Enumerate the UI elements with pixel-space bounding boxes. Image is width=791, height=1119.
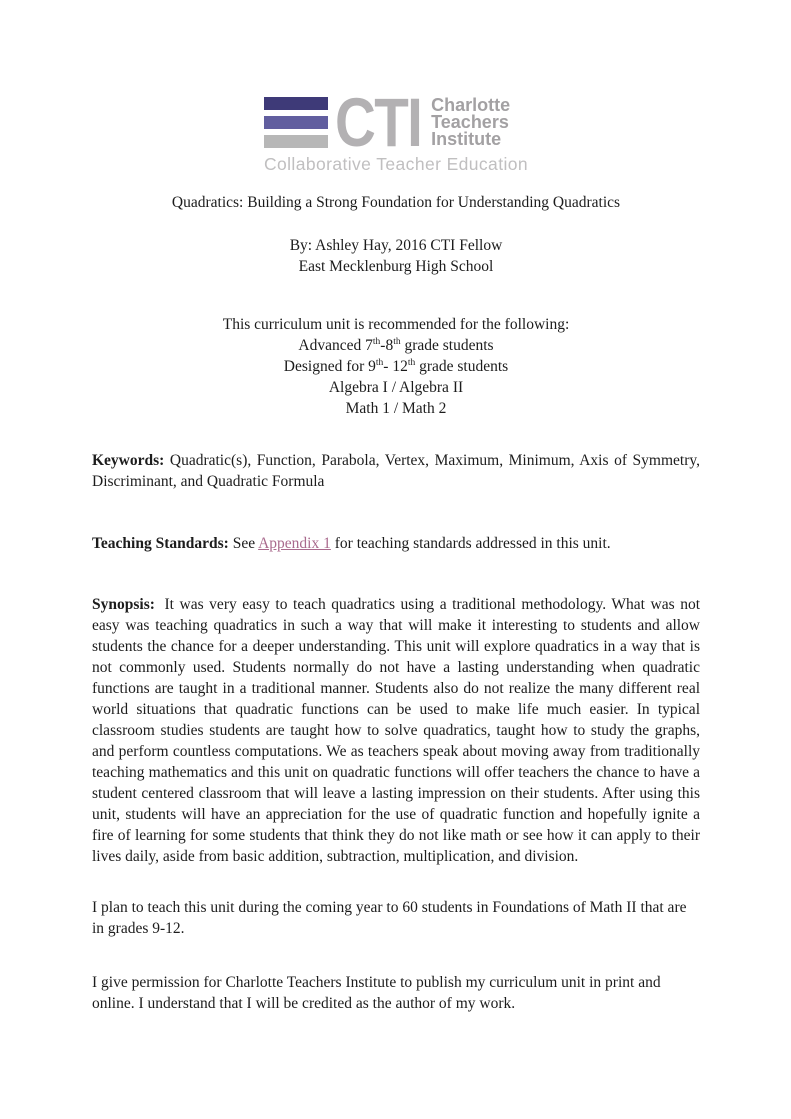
logo-bar-purple <box>264 116 328 129</box>
logo-bar-dark <box>264 97 328 110</box>
byline-block <box>92 235 700 277</box>
author-line: By: Ashley Hay, 2016 CTI Fellow <box>289 237 503 254</box>
grade-text: - 12 <box>383 358 408 375</box>
recommended-intro: This curriculum unit is recommended for the following: <box>222 316 570 333</box>
ordinal-superscript: th <box>375 358 384 368</box>
synopsis-text: It was very easy to teach quadratics using a traditional methodology. What was not easy was teaching quadratics in such a way that will make it interesting to students and allow students the chance for a deeper understanding. This unit will explore quadratics in a way that is not commonly used. Students normally do not have a lasting understanding when quadratic functions are taught in a traditional manner. Students also do not realize the many different real world situations that quadratic functions can be used to make life much easier. In typical classroom studies students are taught how to solve quadratics, taught how to study the graphs, and perform countless computations. We as teachers speak about moving away from traditionally teaching mathematics and this unit on quadratic functions will offer teachers the chance to have a student centered classroom that will leave a lasting impression on their students. After using this unit, students will have an appreciation for the use of quadratic function and hopefully ignite a fire of learning for some students that think they do not like math or see how it can apply to their lives daily, aside from basic addition, subtraction, multiplication, and division. <box>92 596 700 865</box>
cti-logo-row <box>264 84 528 161</box>
ordinal-superscript: th <box>372 337 381 347</box>
grade-text: Advanced 7 <box>298 337 373 354</box>
grade-text: grade students <box>415 358 509 375</box>
school-line: East Mecklenburg High School <box>298 258 494 275</box>
logo-name-line: Teachers <box>431 112 509 132</box>
synopsis-label: Synopsis: <box>92 596 155 613</box>
ordinal-superscript: th <box>393 337 401 347</box>
recommended-course-line-1: Algebra I / Algebra II <box>328 379 464 396</box>
teaching-standards-pre: See <box>228 535 259 552</box>
logo-name-line: Charlotte <box>431 95 511 115</box>
teaching-standards-paragraph <box>92 533 700 554</box>
grade-text: grade students <box>400 337 494 354</box>
cti-institute-name <box>431 97 510 148</box>
teaching-plan-paragraph: I plan to teach this unit during the coming year to 60 students in Foundations of Math II that are in grades 9-12. <box>92 899 687 937</box>
publish-permission-paragraph: I give permission for Charlotte Teachers Institute to publish my curriculum unit in print and online. I understand that I will be credited as the author of my work. <box>92 974 661 1012</box>
teaching-standards-post: for teaching standards addressed in this unit. <box>330 535 611 552</box>
logo-bar-gray <box>264 135 328 148</box>
cti-logo <box>263 84 529 175</box>
cti-logo-bars-icon <box>264 97 328 148</box>
appendix-1-link[interactable]: Appendix 1 <box>258 535 331 552</box>
recommended-course-line-2: Math 1 / Math 2 <box>345 400 447 417</box>
document-title: Quadratics: Building a Strong Foundation for Understanding Quadratics <box>171 194 621 211</box>
synopsis-paragraph <box>92 594 700 867</box>
ordinal-superscript: th <box>407 358 416 368</box>
recommended-block <box>92 314 700 419</box>
recommended-grade-line-1 <box>92 335 700 356</box>
keywords-text: Quadratic(s), Function, Parabola, Vertex, Maximum, Minimum, Axis of Symmetry, Discriminant, and Quadratic Formula <box>92 452 700 490</box>
keywords-paragraph <box>92 450 700 492</box>
teaching-standards-label: Teaching Standards: <box>92 535 229 552</box>
grade-text: -8 <box>380 337 394 354</box>
logo-name-line: Institute <box>431 129 502 149</box>
grade-text: Designed for 9 <box>283 358 376 375</box>
cti-tagline: Collaborative Teacher Education <box>263 154 529 174</box>
document-page <box>92 84 700 1014</box>
recommended-grade-line-2 <box>92 356 700 377</box>
keywords-label: Keywords: <box>92 452 165 469</box>
cti-acronym: CTI <box>334 84 422 161</box>
